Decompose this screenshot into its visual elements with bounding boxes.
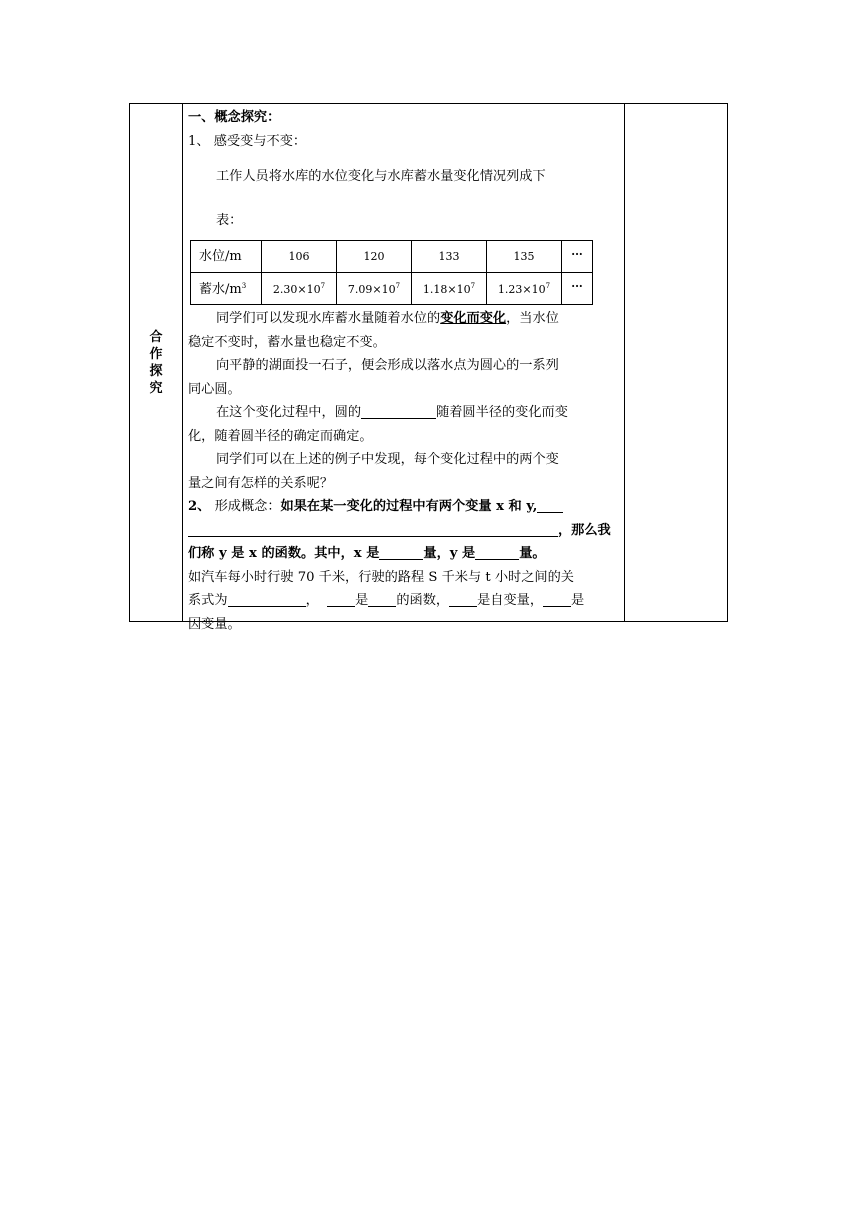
section-title: 一、概念探究： [188, 110, 281, 125]
fill-blank[interactable] [188, 521, 558, 537]
concept-line2: ，那么我 [188, 519, 620, 543]
table-row-storage [191, 273, 593, 305]
table-cell: $2.30\times 10^7$ [262, 273, 337, 305]
table-cell: 135 [487, 241, 562, 273]
fill-blank[interactable] [475, 544, 519, 560]
column-divider-left [182, 104, 183, 621]
side-label-cell [130, 104, 182, 621]
fill-blank[interactable] [361, 403, 436, 419]
table-cell: 120 [337, 241, 412, 273]
lesson-table [129, 103, 728, 632]
fill-blank[interactable] [379, 544, 423, 560]
paragraph-3-line2: 化，随着圆半径的确定而确定。 [188, 428, 373, 444]
concept-line1: 2、 形成概念：如果在某一变化的过程中有两个变量 x 和 y, [188, 495, 620, 519]
fill-blank[interactable] [543, 591, 571, 607]
paragraph-4-line1: 同学们可以在上述的例子中发现，每个变化过程中的两个变 [216, 452, 559, 467]
example-line3: 因变量。 [188, 616, 241, 632]
fill-blank[interactable] [228, 591, 306, 607]
table-header-storage: 蓄水$/m^3$ [191, 273, 262, 305]
example-line1: 如汽车每小时行驶 70 千米，行驶的路程 S 千米与 t 小时之间的关 [188, 569, 574, 585]
fill-blank[interactable] [537, 497, 563, 513]
intro-text-line1: 工作人员将水库的水位变化与水库蓄水量变化情况列成下 [216, 169, 546, 184]
table-cell: $7.09\times 10^7$ [337, 273, 412, 305]
intro-text-line2: 表： [216, 212, 243, 228]
paragraph-2-line1: 向平静的湖面投一石子，便会形成以落水点为圆心的一系列 [216, 358, 559, 373]
column-divider-right [624, 104, 625, 621]
side-label: 合作探究 [149, 329, 163, 396]
paragraph-4-line2: 量之间有怎样的关系呢？ [188, 475, 334, 491]
table-header-water-level: 水位/m [191, 241, 262, 273]
subsection-1-title: 1、 感受变与不变： [188, 133, 307, 149]
content-cell [188, 106, 620, 636]
paragraph-2-line2: 同心圆。 [188, 381, 241, 397]
table-cell-ellipsis: ··· [562, 241, 593, 273]
table-cell: $1.18\times 10^7$ [412, 273, 487, 305]
table-row-water-level [191, 241, 593, 273]
water-level-table [190, 240, 593, 305]
table-cell: 133 [412, 241, 487, 273]
table-cell-ellipsis: ··· [562, 273, 593, 305]
concept-line3: 们称 y 是 x 的函数。其中，x 是 量，y 是 量。 [188, 546, 546, 561]
fill-blank[interactable] [327, 591, 355, 607]
fill-blank[interactable] [368, 591, 396, 607]
paragraph-3-line1: 在这个变化过程中，圆的 随着圆半径的变化而变 [216, 405, 568, 420]
paragraph-1-line1: 同学们可以发现水库蓄水量随着水位的变化而变化，当水位 [216, 311, 559, 326]
table-cell: 106 [262, 241, 337, 273]
example-line2: 系式为 ， 是 的函数， 是自变量， 是 [188, 593, 585, 608]
paragraph-1-line2: 稳定不变时，蓄水量也稳定不变。 [188, 334, 386, 350]
table-cell: $1.23\times 10^7$ [487, 273, 562, 305]
fill-blank[interactable] [449, 591, 477, 607]
